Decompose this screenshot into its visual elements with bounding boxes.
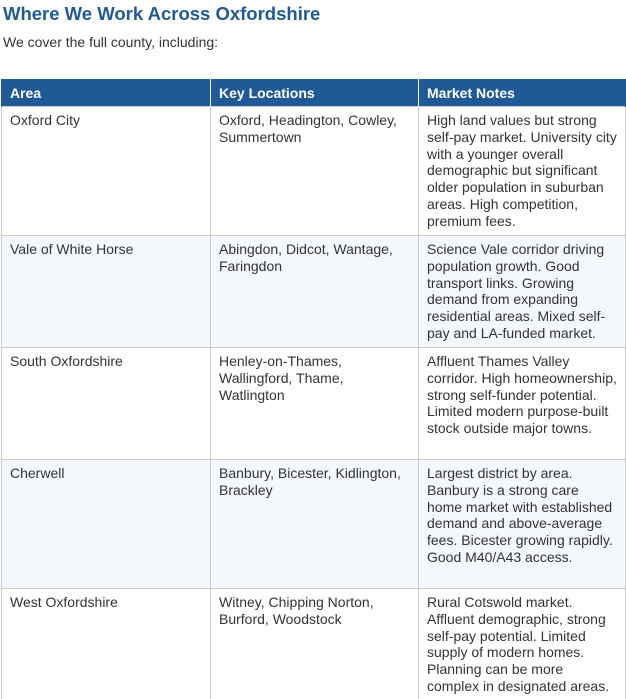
table-row — [2, 589, 626, 699]
cell-area: South Oxfordshire — [2, 348, 211, 460]
cell-locations: Oxford, Headington, Cowley, Summertown — [211, 107, 419, 236]
cell-area: West Oxfordshire — [2, 589, 211, 699]
cell-notes: Science Vale corridor driving population growth. Good transport links. Growing demand from expanding residential areas. Mixed self-pay and LA-funded market. — [419, 236, 626, 348]
cell-notes: High land values but strong self-pay market. University city with a younger overall demographic but significant older population in suburban areas. High competition, premium fees. — [419, 107, 626, 236]
cell-notes: Affluent Thames Valley corridor. High homeownership, strong self-funder potential. Limited modern purpose-built stock outside major towns. — [419, 348, 626, 460]
cell-locations: Banbury, Bicester, Kidlington, Brackley — [211, 460, 419, 589]
cell-area: Oxford City — [2, 107, 211, 236]
cell-locations: Henley-on-Thames, Wallingford, Thame, Watlington — [211, 348, 419, 460]
column-header-key-locations: Key Locations — [211, 80, 419, 107]
column-header-market-notes: Market Notes — [419, 80, 626, 107]
column-header-area: Area — [2, 80, 211, 107]
table-row — [2, 236, 626, 348]
table-row — [2, 348, 626, 460]
table-row — [2, 107, 626, 236]
cell-area: Cherwell — [2, 460, 211, 589]
table-header-row — [2, 80, 626, 107]
cell-locations: Witney, Chipping Norton, Burford, Woodstock — [211, 589, 419, 699]
section-title: Where We Work Across Oxfordshire — [3, 3, 321, 24]
areas-table — [1, 79, 626, 699]
cell-locations: Abingdon, Didcot, Wantage, Faringdon — [211, 236, 419, 348]
table-row — [2, 460, 626, 589]
intro-text: We cover the full county, including: — [3, 34, 219, 50]
cell-notes: Largest district by area. Banbury is a strong care home market with established demand and above-average fees. Bicester growing rapidly. Good M40/A43 access. — [419, 460, 626, 589]
cell-area: Vale of White Horse — [2, 236, 211, 348]
cell-notes: Rural Cotswold market. Affluent demographic, strong self-pay potential. Limited supply of modern homes. Planning can be more complex in designated areas. — [419, 589, 626, 699]
